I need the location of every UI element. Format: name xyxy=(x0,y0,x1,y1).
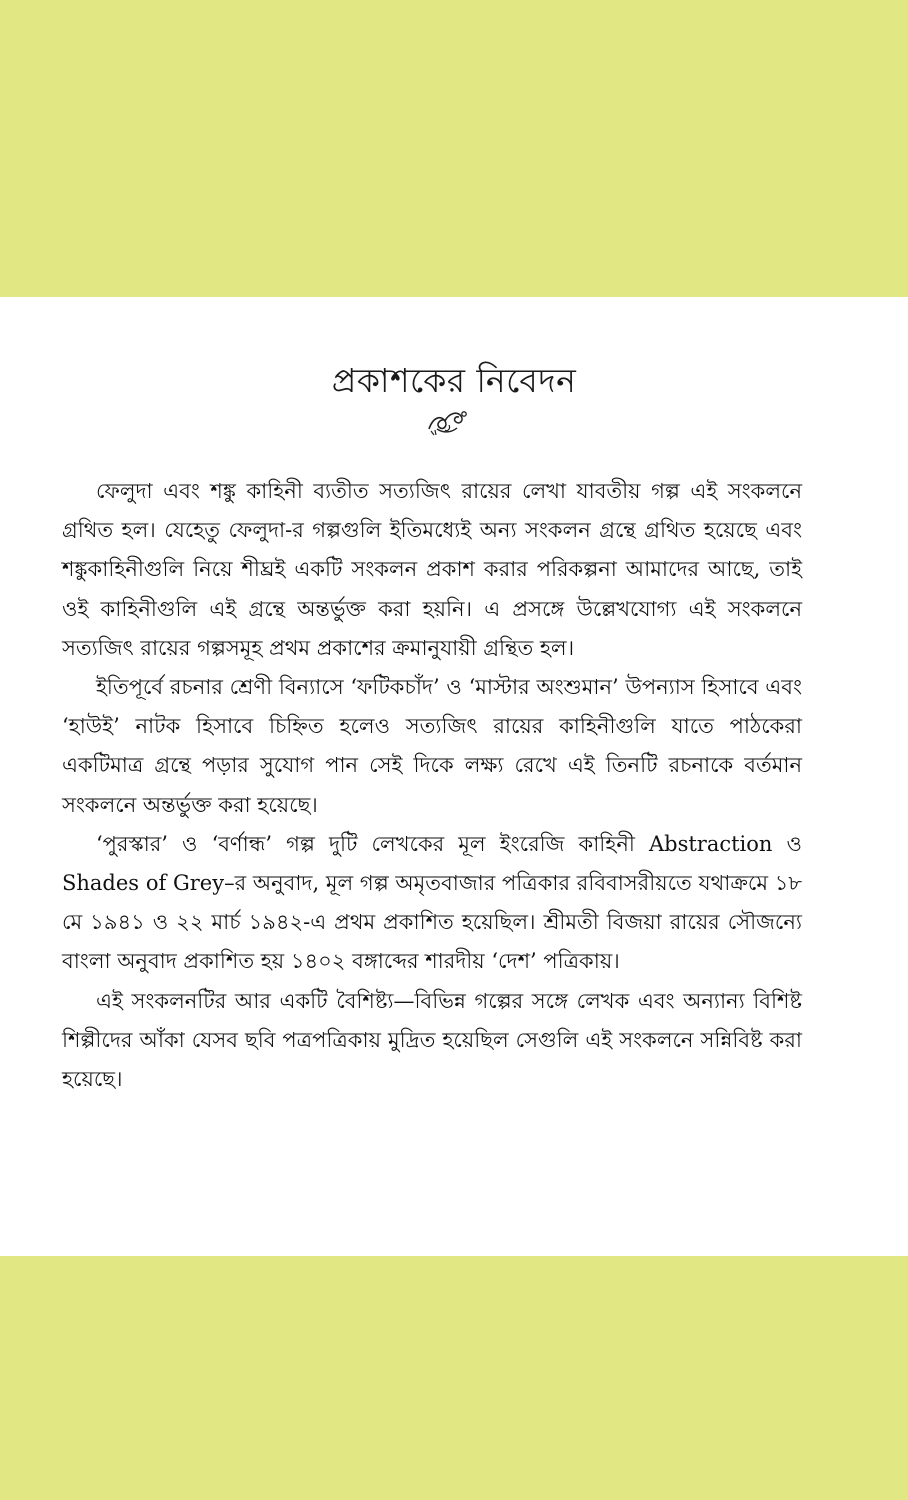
paragraph: ইতিপূর্বে রচনার শ্রেণী বিন্যাসে ‘ফটিকচাঁদ’ ও ‘মাস্টার অংশুমান’ উপন্যাস হিসাবে এবং ‘হাউই’ নাটক হিসাবে চিহ্নিত হলেও সত্যজিৎ রায়ের কাহিনীগুলি যাতে পাঠকেরা একটিমাত্র গ্রন্থে পড়ার সুযোগ পান সেই দিকে লক্ষ্য রেখে এই তিনটি রচনাকে বর্তমান সংকলনে অন্তর্ভুক্ত করা হয়েছে। xyxy=(62,675,802,817)
top-background-band xyxy=(0,0,908,297)
floral-ornament-icon xyxy=(423,407,471,437)
paragraph: এই সংকলনটির আর একটি বৈশিষ্ট্য—বিভিন্ন গল্পের সঙ্গে লেখক এবং অন্যান্য বিশিষ্ট শিল্পীদের আঁকা যেসব ছবি পত্রপত্রিকায় মুদ্রিত হয়েছিল সেগুলি এই সংকলনে সন্নিবিষ্ট করা হয়েছে। xyxy=(62,988,802,1092)
paragraph: ফেলুদা এবং শঙ্কু কাহিনী ব্যতীত সত্যজিৎ রায়ের লেখা যাবতীয় গল্প এই সংকলনে গ্রথিত হল। যেহেতু ফেলুদা-র গল্পগুলি ইতিমধ্যেই অন্য সংকলন গ্রন্থে গ্রথিত হয়েছে এবং শঙ্কুকাহিনীগুলি নিয়ে শীঘ্রই একটি সংকলন প্রকাশ করার পরিকল্পনা আমাদের আছে, তাই ওই কাহিনীগুলি এই গ্রন্থে অন্তর্ভুক্ত করা হয়নি। এ প্রসঙ্গে উল্লেখযোগ্য এই সংকলনে সত্যজিৎ রায়ের গল্পসমূহ প্রথম প্রকাশের ক্রমানুযায়ী গ্রন্থিত হল। xyxy=(62,479,802,660)
bottom-background-band xyxy=(0,1256,908,1500)
document-page xyxy=(0,297,908,1256)
page-title: প্রকাশকের নিবেদন xyxy=(331,361,577,400)
body-text xyxy=(62,472,802,1099)
paragraph: ‘পুরস্কার’ ও ‘বর্ণান্ধ’ গল্প দুটি লেখকের মূল ইংরেজি কাহিনী Abstraction ও Shades of Grey–র অনুবাদ, মূল গল্প অমৃতবাজার পত্রিকার রবিবাসরীয়তে যথাক্রমে ১৮ মে ১৯৪১ ও ২২ মার্চ ১৯৪২-এ প্রথম প্রকাশিত হয়েছিল। শ্রীমতী বিজয়া রায়ের সৌজন্যে বাংলা অনুবাদ প্রকাশিত হয় ১৪০২ বঙ্গাব্দের শারদীয় ‘দেশ’ পত্রিকায়। xyxy=(62,831,802,974)
